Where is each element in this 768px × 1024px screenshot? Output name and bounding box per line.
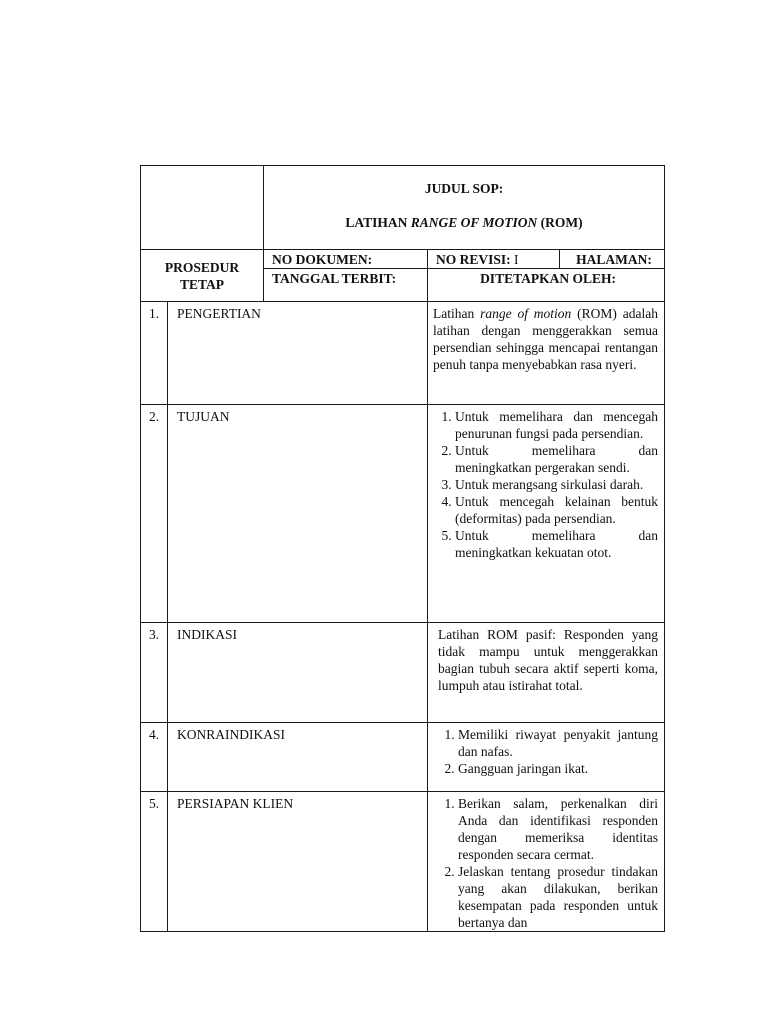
sop-table <box>140 165 665 932</box>
list-item: 2. Gangguan jaringan ikat. <box>458 760 658 777</box>
section-row-konraindikasi <box>141 723 665 792</box>
halaman-cell: HALAMAN: <box>560 250 665 269</box>
logo-cell <box>141 166 264 250</box>
section-number: 5. <box>141 792 168 932</box>
section-content-pengertian <box>428 302 665 405</box>
list-item: 5. Untuk memelihara dan meningkatkan kekuatan otot. <box>455 527 658 561</box>
list-item: 2. Jelaskan tentang prosedur tindakan yang akan dilakukan, berikan kesempatan pada responden untuk bertanya dan <box>458 863 658 931</box>
section-row-pengertian <box>141 302 665 405</box>
no-revisi-cell: NO REVISI: I <box>428 250 560 269</box>
section-row-persiapan-klien <box>141 792 665 932</box>
section-label-persiapan-klien: PERSIAPAN KLIEN <box>168 792 428 932</box>
pengertian-text: Latihan range of motion (ROM) adalah latihan dengan menggerakkan semua persendian sehingga mencapai rentangan penuh tanpa menyebabkan rasa nyeri. <box>433 306 659 372</box>
section-label-pengertian: PENGERTIAN <box>168 302 428 405</box>
list-item: 4. Untuk mencegah kelainan bentuk (deformitas) pada persendian. <box>455 493 658 527</box>
section-label-konraindikasi: KONRAINDIKASI <box>168 723 428 792</box>
section-row-indikasi <box>141 623 665 723</box>
list-item: 2. Untuk memelihara dan meningkatkan pergerakan sendi. <box>455 442 658 476</box>
section-number: 2. <box>141 405 168 623</box>
prosedur-label: PROSEDUR <box>164 259 240 275</box>
list-item: 1. Memiliki riwayat penyakit jantung dan nafas. <box>458 726 658 760</box>
section-content-konraindikasi <box>428 723 665 792</box>
no-revisi-value: I <box>514 252 519 267</box>
section-content-persiapan-klien <box>428 792 665 932</box>
tanggal-terbit-cell: TANGGAL TERBIT: <box>264 269 428 302</box>
section-label-indikasi: INDIKASI <box>168 623 428 723</box>
prosedur-tetap-cell <box>141 250 264 302</box>
judul-sop-label: JUDUL SOP: <box>424 181 504 196</box>
no-dokumen-cell: NO DOKUMEN: <box>264 250 428 269</box>
section-content-indikasi <box>428 623 665 723</box>
tetap-label: TETAP <box>179 276 224 292</box>
list-item: 3. Untuk merangsang sirkulasi darah. <box>455 476 658 493</box>
ditetapkan-oleh-cell: DITETAPKAN OLEH: <box>428 269 665 302</box>
section-content-tujuan <box>428 405 665 623</box>
indikasi-text: Latihan ROM pasif: Responden yang tidak mampu untuk menggerakkan bagian tubuh secara aktif seperti koma, lumpuh atau istirahat total. <box>438 627 659 693</box>
list-item: 1. Berikan salam, perkenalkan diri Anda dan identifikasi responden dengan memeriksa identitas responden secara cermat. <box>458 795 658 863</box>
section-number: 4. <box>141 723 168 792</box>
persiapan-klien-list <box>433 795 658 931</box>
section-row-tujuan <box>141 405 665 623</box>
konraindikasi-list <box>433 726 658 777</box>
tujuan-list <box>433 408 658 561</box>
section-number: 3. <box>141 623 168 723</box>
section-number: 1. <box>141 302 168 405</box>
list-item: 1. Untuk memelihara dan mencegah penurunan fungsi pada persendian. <box>455 408 658 442</box>
sop-title-cell <box>264 166 665 250</box>
section-label-tujuan: TUJUAN <box>168 405 428 623</box>
sop-title: LATIHAN RANGE OF MOTION (ROM) <box>345 215 583 230</box>
